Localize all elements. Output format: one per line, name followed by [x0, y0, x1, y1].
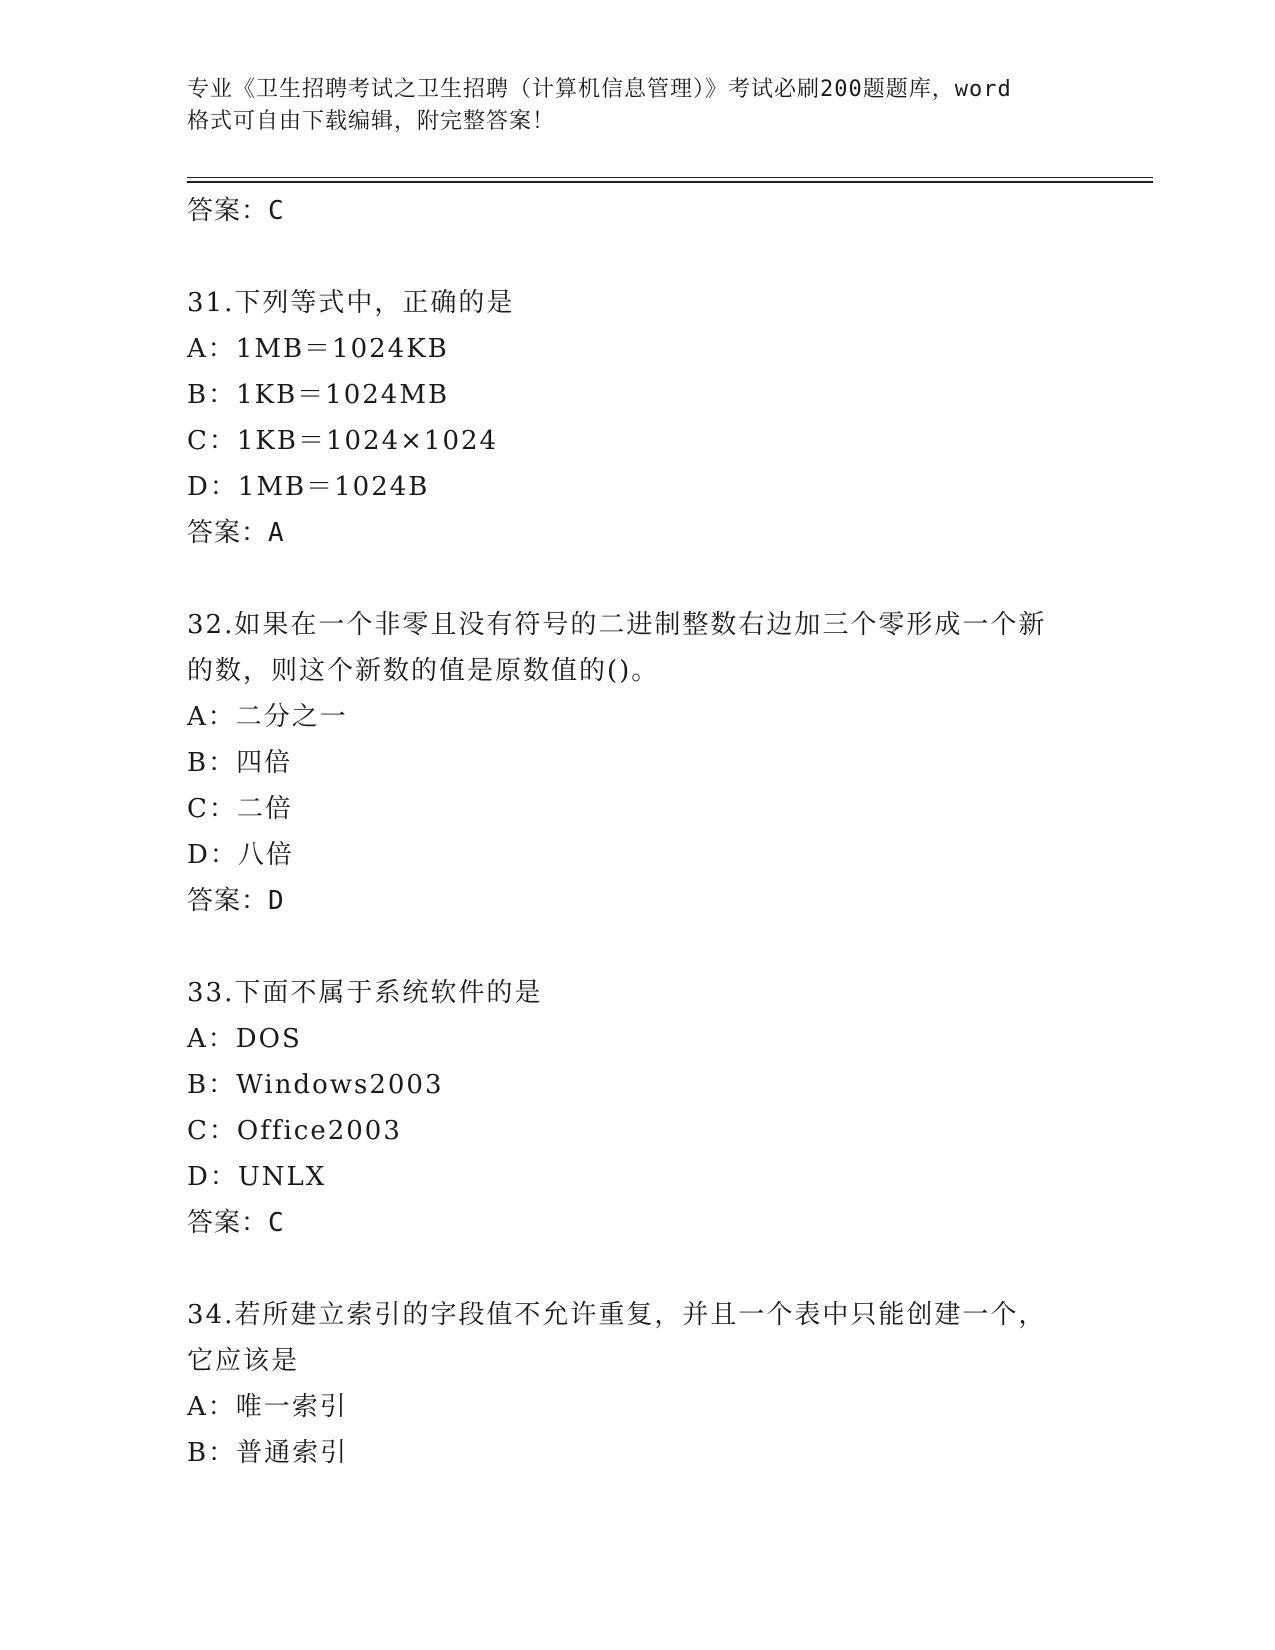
spacer [187, 924, 1087, 970]
answer-label: 答案： [187, 518, 269, 548]
document-header [187, 74, 1087, 138]
option-a: A：二分之一 [187, 702, 348, 732]
option-c: C：二倍 [187, 794, 293, 824]
question-list [187, 188, 1087, 1476]
answer-value: D [268, 886, 285, 916]
option-b: B：Windows2003 [187, 1070, 444, 1100]
spacer [187, 1246, 1087, 1292]
header-line-2: 格式可自由下载编辑，附完整答案！ [187, 109, 556, 134]
option-a: A：1MB＝1024KB [187, 334, 449, 364]
question-32 [187, 602, 1087, 924]
option-d: D：1MB＝1024B [187, 472, 430, 502]
answer-label: 答案： [187, 1208, 269, 1238]
option-a: A：DOS [187, 1024, 302, 1054]
option-a: A：唯一索引 [187, 1392, 348, 1422]
option-b: B：1KB＝1024MB [187, 380, 450, 410]
option-c: C：Office2003 [187, 1116, 402, 1146]
spacer [187, 234, 1087, 280]
header-divider-thick [187, 181, 1153, 183]
answer-label: 答案： [187, 196, 269, 226]
answer-value: C [268, 1208, 285, 1238]
header-line-1: 专业《卫生招聘考试之卫生招聘（计算机信息管理）》考试必刷200题题库，word [187, 77, 1012, 102]
option-b: B：四倍 [187, 748, 293, 778]
header-divider-thin [187, 177, 1153, 178]
answer-line-30 [187, 188, 1087, 234]
question-text: 31.下列等式中，正确的是 [187, 288, 515, 318]
answer-line [187, 510, 1087, 556]
question-text: 34.若所建立索引的字段值不允许重复，并且一个表中只能创建一个，它应该是 [187, 1300, 1047, 1376]
question-33 [187, 970, 1087, 1246]
answer-label: 答案： [187, 886, 269, 916]
option-b: B：普通索引 [187, 1438, 349, 1468]
option-d: D：八倍 [187, 840, 294, 870]
question-34 [187, 1292, 1087, 1476]
answer-value: C [268, 196, 285, 226]
answer-value: A [268, 518, 285, 548]
option-c: C：1KB＝1024×1024 [187, 426, 499, 456]
option-d: D：UNLX [187, 1162, 327, 1192]
question-text: 32.如果在一个非零且没有符号的二进制整数右边加三个零形成一个新的数，则这个新数的值是原数值的()。 [187, 610, 1047, 686]
question-31 [187, 280, 1087, 556]
answer-line [187, 878, 1087, 924]
question-text: 33.下面不属于系统软件的是 [187, 978, 543, 1008]
spacer [187, 556, 1087, 602]
answer-line [187, 1200, 1087, 1246]
